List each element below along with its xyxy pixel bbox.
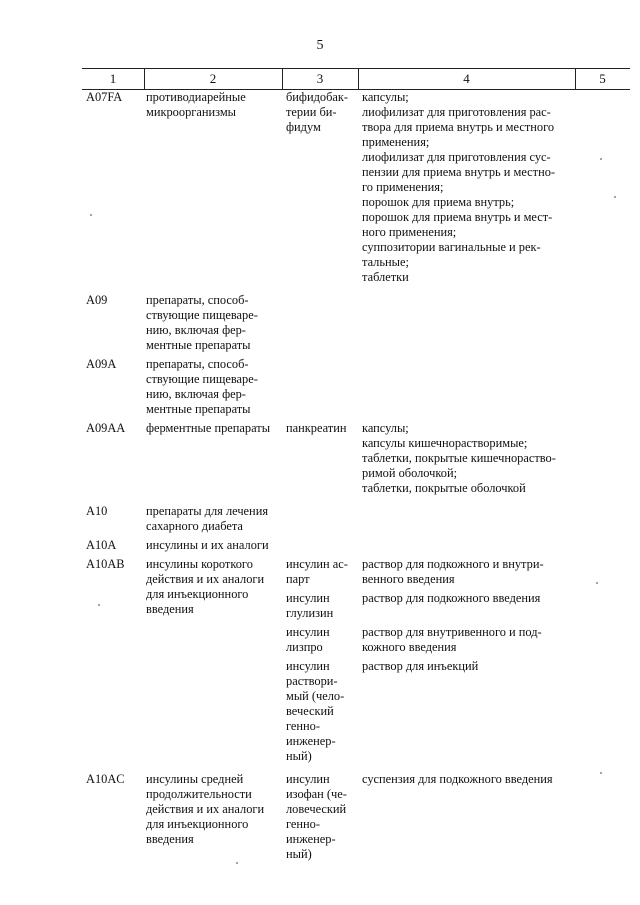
drug-name: инсулин изофан (че- ловеческий генно- инженер- ный) [286, 772, 347, 861]
header-col-3: 3 [316, 71, 324, 86]
atc-group: инсулины и их аналоги [146, 538, 269, 552]
drug-entry [282, 625, 630, 655]
scan-speck [236, 862, 238, 864]
atc-group: препараты, способ- ствующие пищеваре- нию, включая фер- ментные препараты [146, 293, 258, 352]
scan-speck [90, 214, 92, 216]
table-row [82, 557, 630, 764]
atc-code: A07FA [86, 90, 123, 104]
scan-speck [600, 772, 602, 774]
atc-code: A10A [86, 538, 117, 552]
table-row [82, 90, 630, 285]
atc-code: A09 [86, 293, 108, 307]
page-number: 5 [316, 38, 324, 53]
drug-name: бифидобак- терии би- фидум [286, 90, 349, 134]
atc-group: инсулины короткого действия и их аналоги для инъекционного введения [146, 557, 265, 616]
table-body [82, 90, 630, 862]
table-row [82, 504, 630, 534]
drug-list [282, 557, 630, 764]
scan-speck [614, 196, 616, 198]
dosage-forms: раствор для подкожного и внутри- венного введения [362, 557, 544, 586]
dosage-forms: суспензия для подкожного введения [362, 772, 553, 786]
atc-code: A09AA [86, 421, 126, 435]
atc-group: препараты, способ- ствующие пищеваре- нию, включая фер- ментные препараты [146, 357, 258, 416]
atc-group: ферментные препараты [146, 421, 271, 435]
dosage-forms: раствор для подкожного введения [362, 591, 541, 605]
atc-group: препараты для лечения сахарного диабета [146, 504, 269, 533]
atc-group: противодиарейные микроорганизмы [146, 90, 246, 119]
header-col-5: 5 [599, 71, 606, 86]
drug-name: инсулин раствори- мый (чело- веческий генно- инженер- ный) [286, 659, 345, 763]
drug-entry [282, 591, 630, 621]
drug-name: инсулин ас- парт [286, 557, 348, 586]
header-col-4: 4 [463, 71, 470, 86]
atc-code: A09A [86, 357, 117, 371]
table-header [82, 68, 630, 90]
table-row [82, 357, 630, 417]
drug-entry [282, 659, 630, 764]
header-col-2: 2 [209, 71, 217, 86]
atc-group: инсулины средней продолжительности действия и их аналоги для инъекционного введения [146, 772, 265, 846]
atc-code: A10AB [86, 557, 125, 571]
drug-name: панкреатин [286, 421, 347, 435]
atc-code: A10AC [86, 772, 125, 786]
table-row [82, 293, 630, 353]
dosage-forms: капсулы; капсулы кишечнорастворимые; таблетки, покрытые кишечнораство- римой оболочкой; таблетки, покрытые оболочкой [362, 421, 556, 495]
dosage-forms: капсулы; лиофилизат для приготовления рас- твора для приема внутрь и местного применения; лиофилизат для приготовления сус- пензии для приема внутрь и местно- го применения; порошок для приема внутрь; порошок для приема внутрь и мест- ного применения; суппозитории вагинальные и рек- тальные; таблетки [362, 90, 556, 284]
drug-name: инсулин глулизин [286, 591, 334, 620]
scan-speck [596, 582, 598, 584]
drug-entry [282, 557, 630, 587]
header-col-1: 1 [109, 71, 117, 86]
atc-code: A10 [86, 504, 108, 518]
dosage-forms: раствор для инъекций [362, 659, 479, 673]
dosage-forms: раствор для внутривенного и под- кожного введения [362, 625, 542, 654]
scan-speck [98, 604, 100, 606]
table-row [82, 421, 630, 496]
scan-speck [600, 158, 602, 160]
table-row [82, 538, 630, 553]
table-row [82, 772, 630, 862]
drug-name: инсулин лизпро [286, 625, 330, 654]
